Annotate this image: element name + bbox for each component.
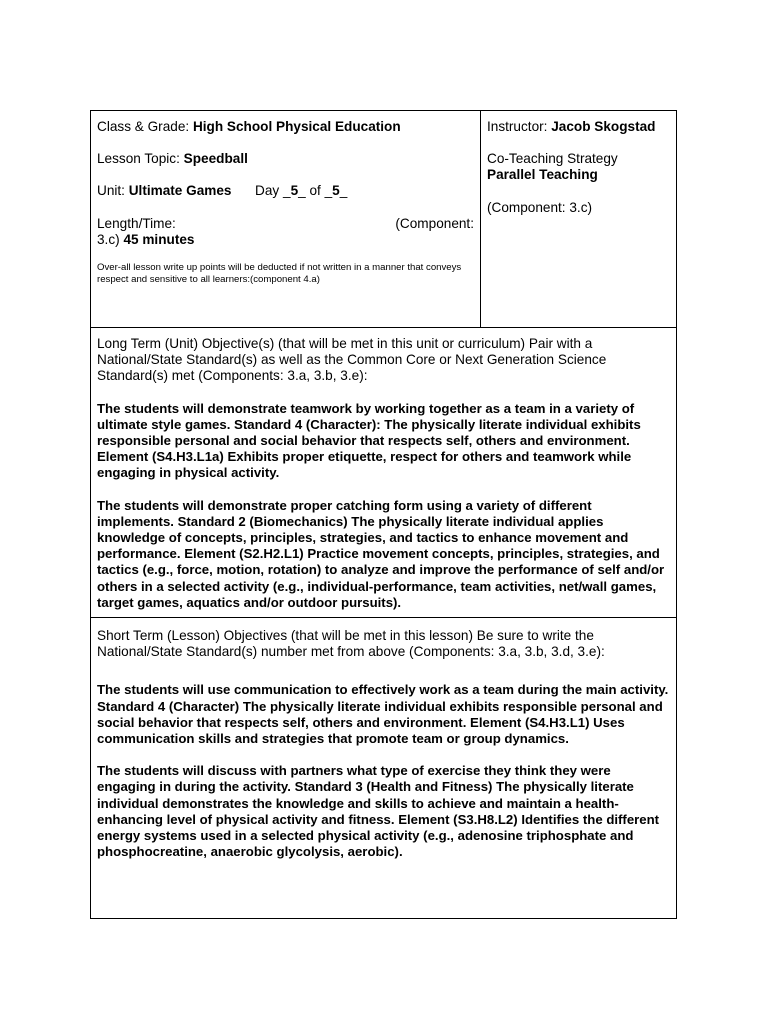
day-total: 5 <box>332 183 340 199</box>
day-mid: _ of _ <box>298 183 333 199</box>
length-component-cont: 3.c) <box>97 231 120 247</box>
coteach-value: Parallel Teaching <box>487 167 598 183</box>
class-grade-value: High School Physical Education <box>192 119 401 134</box>
class-grade-label: Class & Grade: <box>97 119 190 134</box>
lesson-plan-table <box>90 110 677 919</box>
coteach-component: (Component: 3.c) <box>487 199 593 215</box>
day-current: 5 <box>290 183 299 199</box>
lesson-info-cell <box>91 111 481 327</box>
instructor-line <box>487 119 669 135</box>
unit-label: Unit: <box>97 183 125 199</box>
unit-line <box>97 183 474 199</box>
length-value-line <box>97 232 474 248</box>
respect-note: Over-all lesson write up points will be deducted if not written in a manner that conveys respect and sensitive to all learners:(component 4.a) <box>97 262 462 286</box>
short-term-objective-1: The students will use communication to effectively work as a team during the main activity. Standard 4 (Character) The physically literate individual exhibits responsible personal and social behavior that respects self, others and environment. Element (S4.H3.L1) Uses communication skills and strategies that promote team or group dynamics. <box>97 682 669 747</box>
long-term-objectives-cell <box>91 328 676 618</box>
long-term-objective-1: The students will demonstrate teamwork by working together as a team in a variety of ultimate style games. Standard 4 (Character): The physically literate individual exhibits responsible personal and social behavior that respects self, others and environment. Element (S4.H3.L1a) Exhibits proper etiquette, respect for others and teamwork while engaging in physical activity. <box>97 400 641 481</box>
length-value: 45 minutes <box>123 231 195 247</box>
short-term-objectives-cell <box>91 618 676 918</box>
long-term-heading: Long Term (Unit) Objective(s) (that will be met in this unit or curriculum) Pair with a National/State Standard(s) as well as the Common Core or Next Generation Science Standard(s) met (Components: 3.a, 3.b, 3.e): <box>97 336 607 384</box>
length-line <box>97 216 474 232</box>
coteach-label: Co-Teaching Strategy <box>487 151 618 167</box>
lesson-topic-label: Lesson Topic: <box>97 151 180 167</box>
instructor-cell <box>481 111 675 327</box>
short-term-heading: Short Term (Lesson) Objectives (that will be met in this lesson) Be sure to write the National/State Standard(s) number met from above (Components: 3.a, 3.b, 3.d, 3.e): <box>97 628 605 660</box>
length-label: Length/Time: <box>97 215 176 231</box>
day-suffix: _ <box>339 183 348 199</box>
lesson-topic-value: Speedball <box>183 151 248 167</box>
instructor-value: Jacob Skogstad <box>551 119 656 134</box>
header-row <box>91 111 676 328</box>
class-grade-line <box>97 119 474 135</box>
unit-value: Ultimate Games <box>128 183 232 199</box>
long-term-objective-2: The students will demonstrate proper catching form using a variety of different implements. Standard 2 (Biomechanics) The physically literate individual applies knowledge of concepts, principles, strategies, and tactics to enhance movement and performance. Element (S2.H2.L1) Practice movement concepts, principles, strategies, and tactics (e.g., force, motion, rotation) to analyze and improve the performance of self and/or others in a selected activity (e.g., individual-performance, team activities, net/wall games, target games, aquatics and/or outdoor pursuits). <box>97 497 665 610</box>
lesson-topic-line <box>97 151 474 167</box>
day-prefix: Day _ <box>255 183 291 199</box>
length-component: (Component: <box>395 215 474 231</box>
instructor-label: Instructor: <box>487 119 548 134</box>
short-term-objective-2: The students will discuss with partners what type of exercise they think they were engaging in during the activity. Standard 3 (Health and Fitness) The physically literate individual demonstrates the knowledge and skills to achieve and maintain a health-enhancing level of physical activity and fitness. Element (S3.H8.L2) Identifies the different energy systems used in a selected physical activity (e.g., adenosine triphosphate and phosphocreatine, anaerobic glycolysis, aerobic). <box>97 763 660 860</box>
